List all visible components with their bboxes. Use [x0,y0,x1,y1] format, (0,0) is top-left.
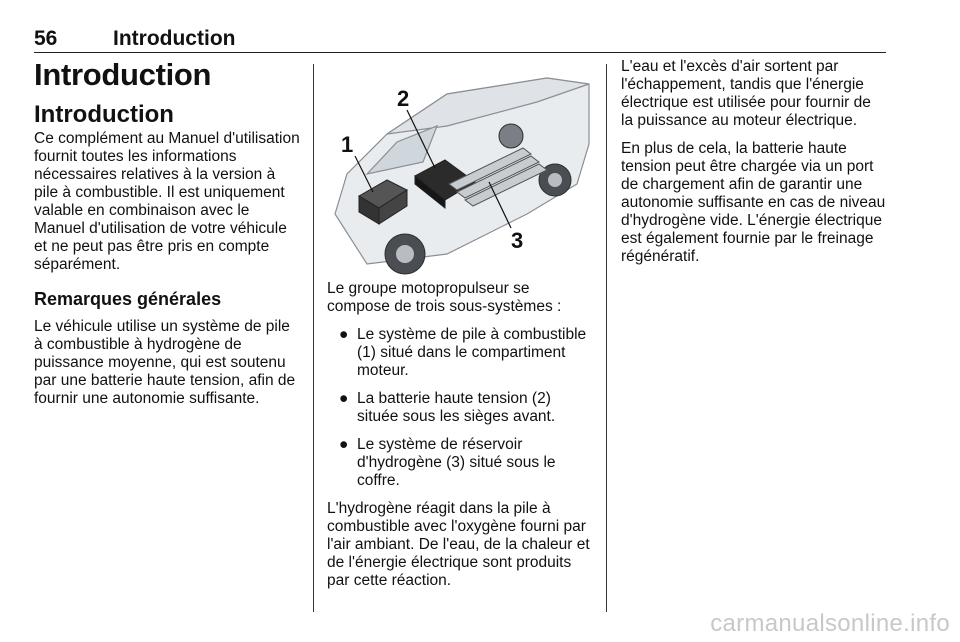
powertrain-lead: Le groupe motopropulseur se compose de trois sous-systèmes : [327,280,562,315]
subsystem-list [327,326,595,490]
right-column [621,58,887,276]
callout-3: 3 [511,228,524,253]
page-number: 56 [34,27,58,50]
watermark: carmanualsonline.info [710,610,950,637]
column-divider [606,64,607,612]
intro-paragraph: Ce complément au Manuel d'utilisation fournit toutes les informations nécessaires relatives à la version à pile à combustible. Il est uniquement valable en combinaison avec le Manuel d'utilisation de votre véhicule et ne peut pas être pris en compte séparément. [34,130,300,273]
section-title: Introduction [34,101,174,128]
list-item: ● Le système de réservoir d'hydrogène (3) situé sous le coffre. [339,436,556,489]
callout-2: 2 [397,86,410,111]
reaction-paragraph: L'hydrogène réagit dans la pile à combustible avec l'oxygène fourni par l'air ambiant. De l'eau, de la chaleur et de l'énergie électrique sont produits par cette réaction. [327,500,590,589]
list-item: ● La batterie haute tension (2) située sous les sièges avant. [339,390,556,425]
charging-paragraph: En plus de cela, la batterie haute tension peut être chargée via un port de chargement afin de garantir une autonomie suffisante en cas de niveau d'hydrogène vide. L'énergie électrique est également fournie par le freinage régénératif. [621,140,886,265]
running-title: Introduction [113,27,236,50]
subsection-heading: Remarques générales [34,289,222,309]
bullet-icon: ● [339,326,349,343]
callout-1: 1 [341,132,354,157]
bullet-icon: ● [339,390,349,407]
list-item: ● Le système de pile à combustible (1) situé dans le compartiment moteur. [339,326,587,379]
bullet-icon: ● [339,436,349,453]
exhaust-paragraph: L'eau et l'excès d'air sortent par l'échappement, tandis que l'énergie électrique est utilisée pour fournir de la puissance au moteur électrique. [621,58,871,129]
general-remarks-paragraph: Le véhicule utilise un système de pile à combustible à hydrogène de puissance moyenne, qui est soutenu par une batterie haute tension, afin de fournir une autonomie suffisante. [34,318,296,407]
left-column [34,58,302,418]
page-header [34,26,886,53]
chapter-title: Introduction [34,57,212,92]
middle-column [327,58,595,600]
column-divider [313,64,314,612]
